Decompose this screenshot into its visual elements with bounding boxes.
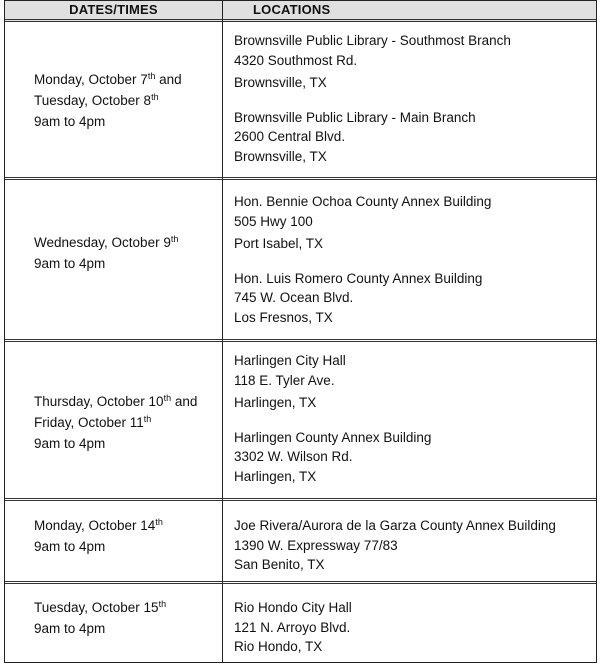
- column-divider: [222, 1, 223, 662]
- location-street: 745 W. Ocean Blvd.: [234, 290, 354, 305]
- location-name: Hon. Bennie Ochoa County Annex Building: [234, 194, 492, 209]
- row-dates: [34, 515, 219, 557]
- row-dates: [34, 232, 219, 274]
- date-line: Friday, October 11th: [34, 414, 152, 430]
- header-locations: LOCATIONS: [253, 2, 331, 17]
- location-street: 4320 Southmost Rd.: [234, 52, 358, 68]
- row-separator: [5, 177, 596, 180]
- row-separator: [5, 581, 596, 584]
- row-dates: [34, 597, 219, 639]
- date-line: Tuesday, October 15th: [34, 599, 167, 615]
- location-name: Joe Rivera/Aurora de la Garza County Annex Building: [234, 518, 556, 533]
- row-dates: [34, 69, 219, 132]
- date-line: Tuesday, October 8th: [34, 92, 159, 108]
- location-city: Brownsville, TX: [234, 148, 327, 164]
- location-name: Rio Hondo City Hall: [234, 600, 352, 615]
- location-name: Hon. Luis Romero County Annex Building: [234, 270, 483, 286]
- location-city: Rio Hondo, TX: [234, 639, 323, 654]
- row-separator: [5, 339, 596, 342]
- table-header: [5, 1, 596, 22]
- schedule-table: [4, 0, 597, 663]
- location-name: Harlingen County Annex Building: [234, 429, 432, 445]
- row-dates: [34, 391, 219, 454]
- date-line: Monday, October 14th: [34, 517, 163, 533]
- location-street: 3302 W. Wilson Rd.: [234, 449, 353, 464]
- location-city: Brownsville, TX: [234, 75, 327, 90]
- location-city: Port Isabel, TX: [234, 236, 324, 251]
- location-street: 118 E. Tyler Ave.: [234, 372, 335, 388]
- location-street: 121 N. Arroyo Blvd.: [234, 619, 351, 635]
- location-name: Brownsville Public Library - Southmost Branch: [234, 33, 511, 48]
- date-line: Wednesday, October 9th: [34, 234, 179, 250]
- row-locations: [234, 516, 594, 575]
- location-street: 2600 Central Blvd.: [234, 129, 346, 144]
- time-line: 9am to 4pm: [34, 539, 106, 554]
- row-locations: [234, 31, 594, 166]
- location-street: 505 Hwy 100: [234, 213, 313, 229]
- location-city: Harlingen, TX: [234, 468, 317, 484]
- location-city: Harlingen, TX: [234, 395, 317, 410]
- date-line: Thursday, October 10th and: [34, 393, 198, 409]
- time-line: 9am to 4pm: [34, 621, 106, 636]
- location-name: Harlingen City Hall: [234, 353, 346, 368]
- time-line: 9am to 4pm: [34, 436, 106, 451]
- time-line: 9am to 4pm: [34, 114, 106, 129]
- date-line: Monday, October 7th and: [34, 71, 182, 87]
- time-line: 9am to 4pm: [34, 256, 106, 271]
- location-street: 1390 W. Expressway 77/83: [234, 537, 398, 553]
- header-dates-times: DATES/TIMES: [69, 2, 158, 17]
- location-city: San Benito, TX: [234, 557, 325, 572]
- location-city: Los Fresnos, TX: [234, 309, 333, 325]
- row-locations: [234, 192, 594, 327]
- row-locations: [234, 351, 594, 486]
- row-separator: [5, 498, 596, 501]
- row-locations: [234, 598, 594, 657]
- location-name: Brownsville Public Library - Main Branch: [234, 109, 476, 125]
